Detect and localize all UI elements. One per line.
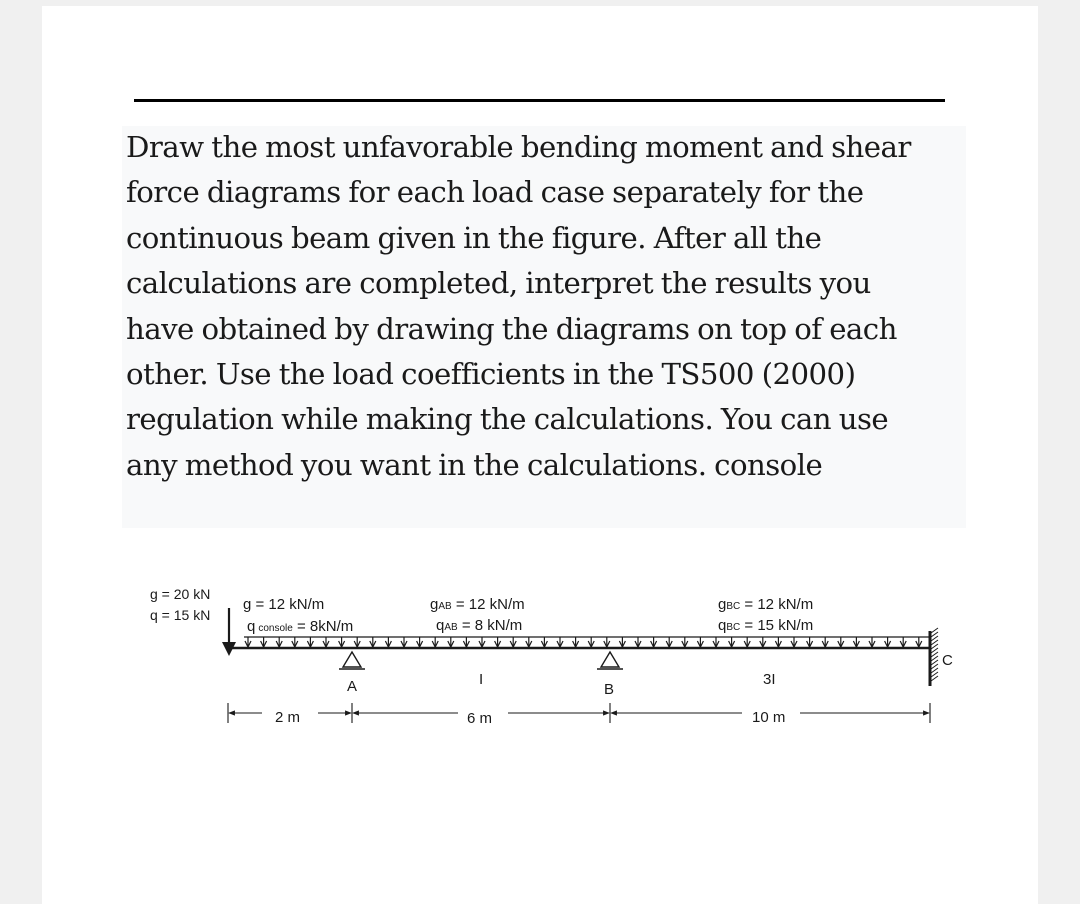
- support-c-label: C: [942, 652, 953, 669]
- span-ab-length-label: 6 m: [467, 710, 493, 727]
- point-load-q-label: q = 15 kN: [150, 607, 211, 623]
- point-load-g-label: g = 20 kN: [150, 586, 211, 602]
- distributed-load-arrows: [245, 637, 922, 647]
- problem-line: other. Use the load coefficients in the TS500 (2000): [126, 357, 856, 392]
- problem-line: calculations are completed, interpret the results you: [126, 266, 871, 301]
- support-a-pin: [339, 652, 365, 669]
- support-a-label: A: [347, 678, 358, 695]
- support-c-fixed: [930, 628, 938, 686]
- problem-line: regulation while making the calculations. You can use: [126, 402, 889, 437]
- problem-line: Draw the most unfavorable bending moment and shear: [126, 130, 911, 164]
- span-bc-length-label: 10 m: [752, 709, 786, 726]
- console-q-label: qconsole = 8kN/m: [247, 618, 354, 635]
- console-g-label: g = 12 kN/m: [243, 596, 325, 613]
- span-ab-q-label: qAB = 8 kN/m: [436, 617, 523, 634]
- console-length-label: 2 m: [275, 709, 301, 726]
- span-ab-inertia-label: I: [479, 671, 484, 688]
- span-ab-g-label: gAB = 12 kN/m: [430, 596, 525, 613]
- span-bc-q-label: qBC = 15 kN/m: [718, 617, 814, 634]
- span-bc-g-label: gBC = 12 kN/m: [718, 596, 814, 613]
- problem-line: continuous beam given in the figure. After all the: [126, 220, 822, 255]
- span-bc-inertia-label: 3I: [763, 671, 776, 688]
- problem-line: force diagrams for each load case separately for the: [126, 175, 864, 210]
- problem-line: any method you want in the calculations. console: [126, 447, 823, 482]
- support-b-label: B: [604, 681, 615, 698]
- support-b-pin: [597, 652, 623, 669]
- problem-line: have obtained by drawing the diagrams on top of each: [126, 311, 897, 346]
- dimension-line: [228, 703, 930, 723]
